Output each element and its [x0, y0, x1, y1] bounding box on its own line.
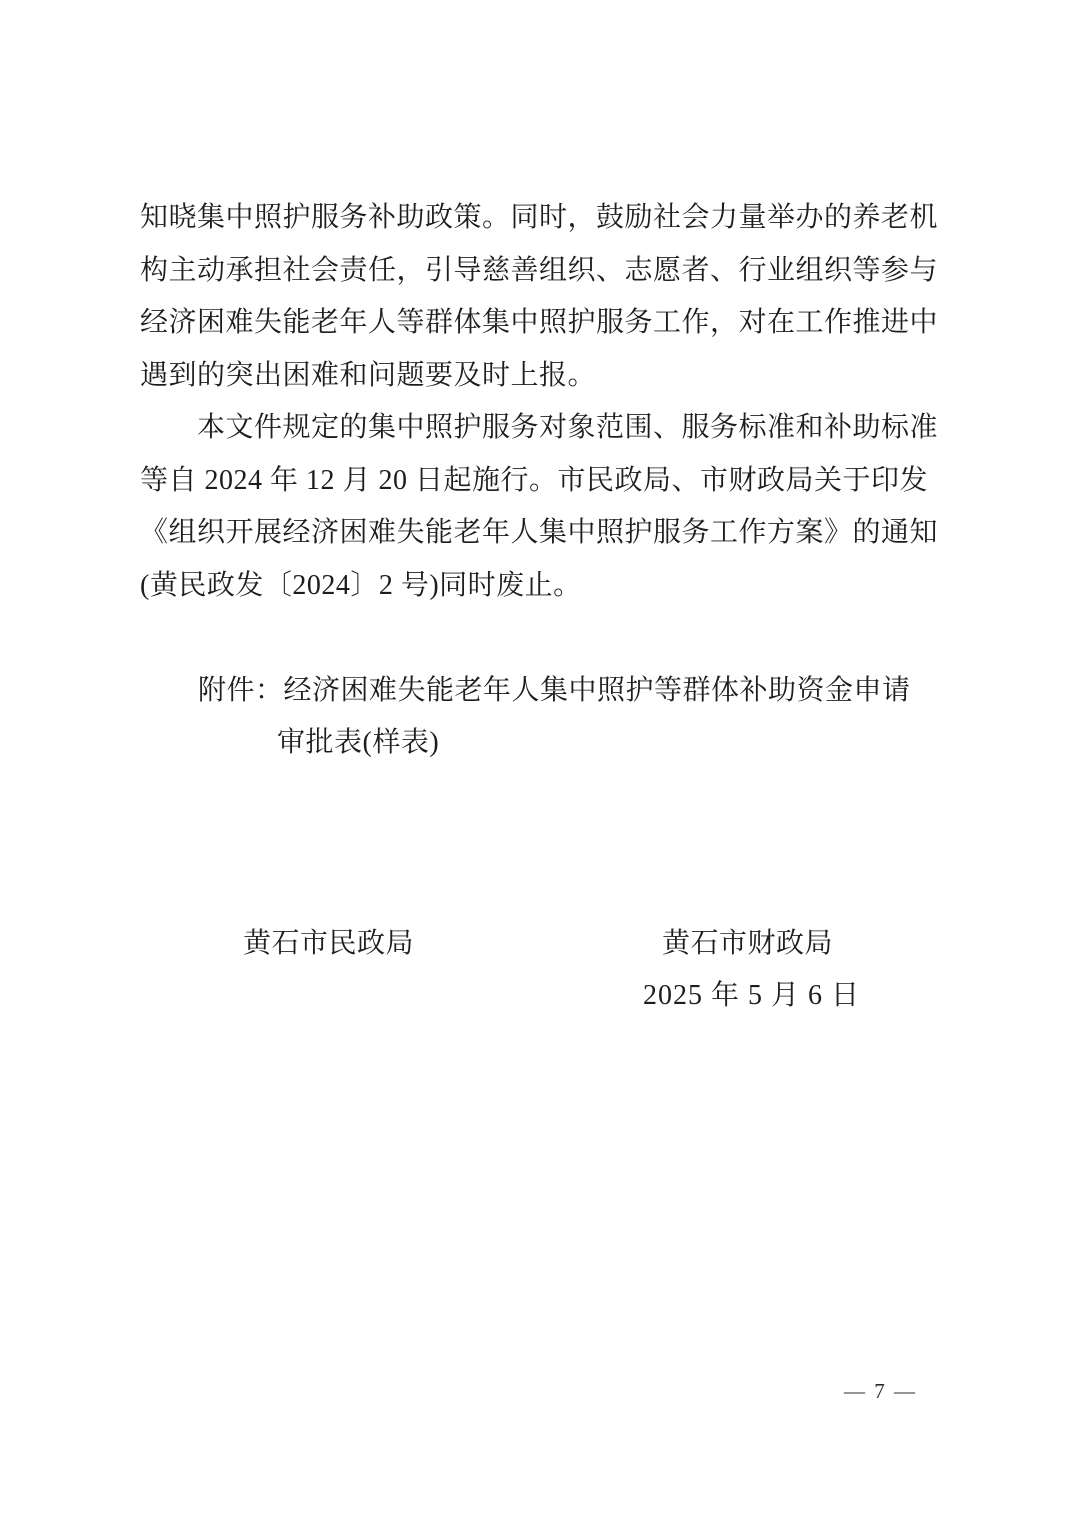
paragraph-line: 等自 2024 年 12 月 20 日起施行。市民政局、市财政局关于印发 [140, 464, 929, 496]
signature-date-row [140, 970, 940, 1023]
signature-right-org: 黄石市财政局 [662, 927, 834, 959]
signature-date: 2025 年 5 月 6 日 [643, 980, 861, 1011]
signature-left-org: 黄石市民政局 [243, 927, 415, 959]
attachment-line-1: 附件：经济困难失能老年人集中照护等群体补助资金申请 [198, 674, 911, 706]
body-text [140, 192, 940, 612]
paragraph-line: 本文件规定的集中照护服务对象范围、服务标准和补助标准 [197, 412, 939, 443]
paragraph-line: 《组织开展经济困难失能老年人集中照护服务工作方案》的通知 [140, 517, 939, 548]
paragraph-line: 遇到的突出困难和问题要及时上报。 [140, 359, 597, 391]
page-number: — 7 — [844, 1379, 917, 1403]
attachment-line-2: 审批表(样表) [277, 727, 440, 758]
attachment-section [140, 665, 940, 770]
paragraph-line: 经济困难失能老年人等群体集中照护服务工作，对在工作推进中 [140, 307, 939, 338]
signature-row [140, 918, 940, 971]
document-content [140, 192, 940, 1023]
paragraph-line: 知晓集中照护服务补助政策。同时，鼓励社会力量举办的养老机 [140, 202, 939, 233]
paragraph-line: 构主动承担社会责任，引导慈善组织、志愿者、行业组织等参与 [140, 254, 939, 286]
paragraph-line: (黄民政发〔2024〕2 号)同时废止。 [140, 569, 582, 601]
